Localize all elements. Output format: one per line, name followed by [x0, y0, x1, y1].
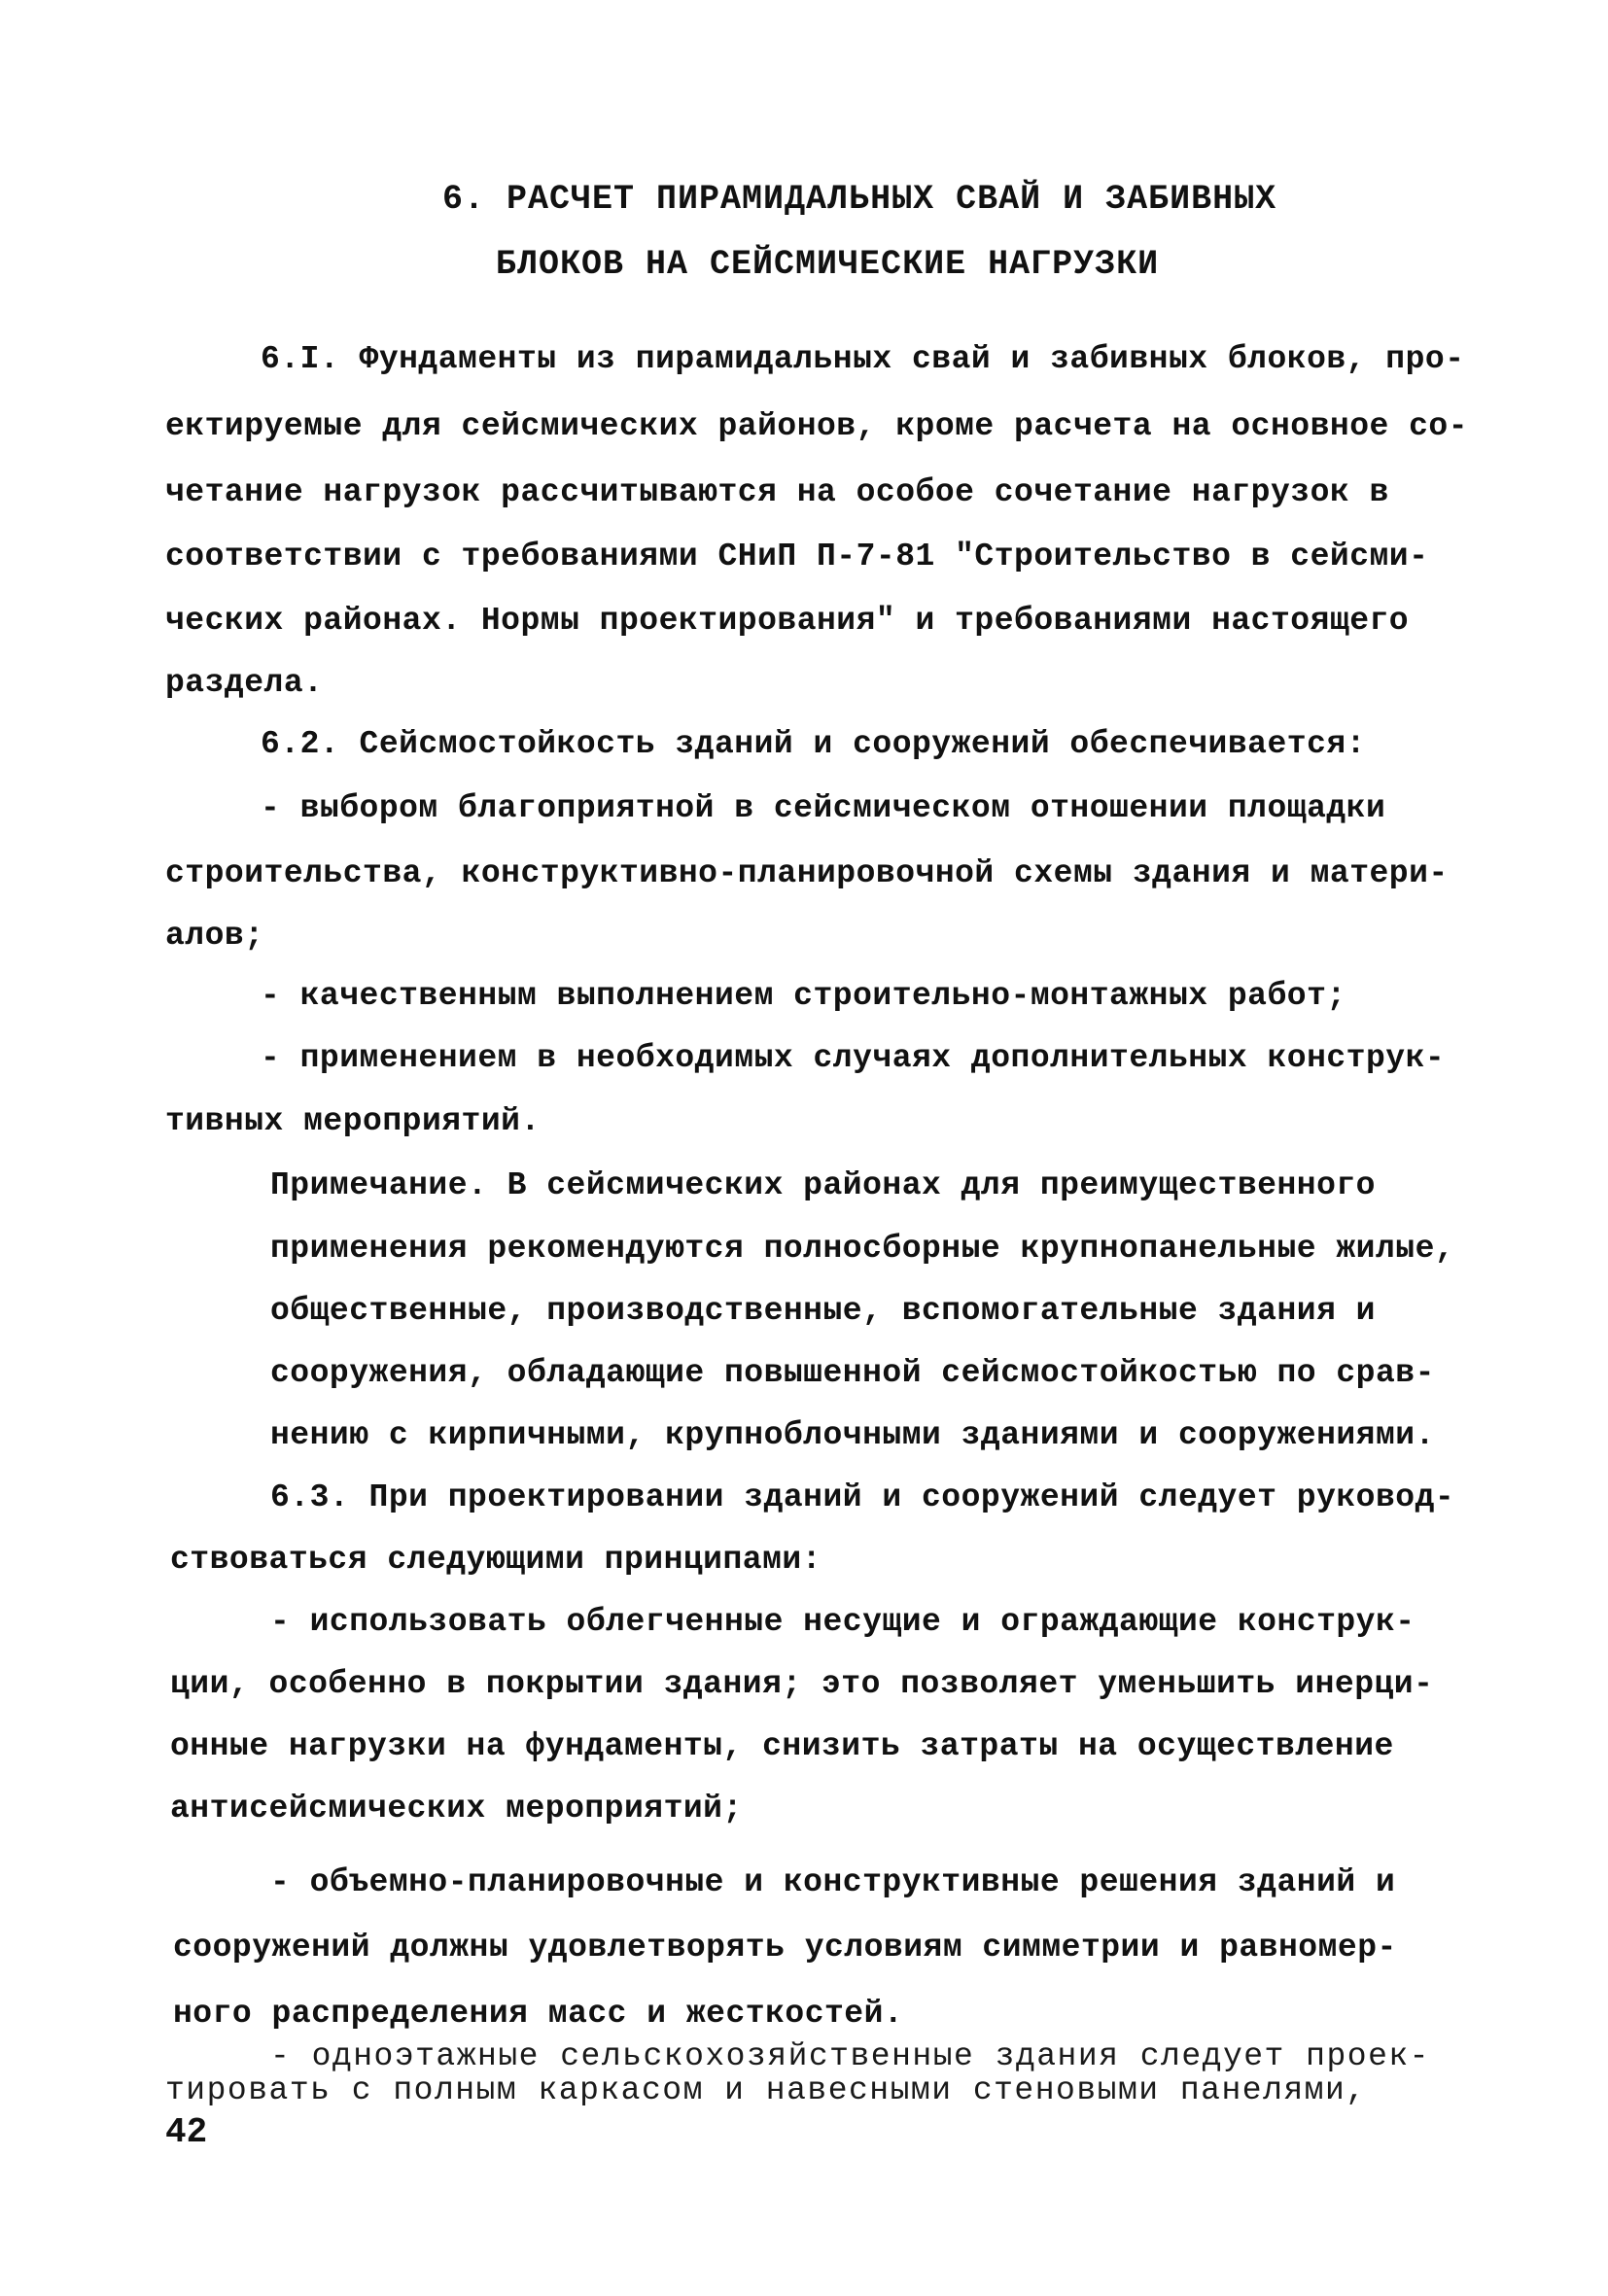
- paragraph-6-3-line-1: 6.3. При проектировании зданий и сооружений следует руковод-: [270, 1479, 1455, 1515]
- list-item-additional-measures-line-2: тивных мероприятий.: [165, 1103, 541, 1139]
- list-item-additional-measures-line-1: - применением в необходимых случаях дополнительных конструк-: [261, 1040, 1446, 1076]
- list-item-symmetry-line-3: ного распределения масс и жесткостей.: [173, 1996, 904, 2032]
- list-item-site-selection-line-3: алов;: [165, 918, 264, 954]
- note-line-1: Примечание. В сейсмических районах для преимущественного: [270, 1167, 1376, 1203]
- list-item-single-storey-line-2: тировать с полным каркасом и навесными стеновыми панелями,: [165, 2072, 1367, 2108]
- section-heading-line-2: БЛОКОВ НА СЕЙСМИЧЕСКИЕ НАГРУЗКИ: [496, 245, 1160, 284]
- paragraph-6-1-line-2: ектируемые для сейсмических районов, кроме расчета на основное со-: [165, 408, 1469, 444]
- paragraph-6-3-line-2: ствоваться следующими принципами:: [170, 1542, 822, 1578]
- section-heading-line-1: 6. РАСЧЕТ ПИРАМИДАЛЬНЫХ СВАЙ И ЗАБИВНЫХ: [442, 180, 1277, 219]
- list-item-site-selection-line-1: - выбором благоприятной в сейсмическом отношении площадки: [261, 790, 1386, 826]
- page-number: 42: [165, 2112, 208, 2152]
- list-item-symmetry-line-1: - объемно-планировочные и конструктивные решения зданий и: [270, 1864, 1396, 1900]
- list-item-lightweight-line-3: онные нагрузки на фундаменты, снизить затраты на осуществление: [170, 1728, 1394, 1764]
- paragraph-6-1-line-4: соответствии с требованиями СНиП П-7-81 "Строительство в сейсми-: [165, 539, 1429, 574]
- paragraph-6-1-line-3: четание нагрузок рассчитываются на особое сочетание нагрузок в: [165, 474, 1389, 510]
- note-line-4: сооружения, обладающие повышенной сейсмостойкостью по срав-: [270, 1355, 1435, 1391]
- paragraph-6-2-line-1: 6.2. Сейсмостойкость зданий и сооружений обеспечивается:: [261, 726, 1366, 762]
- paragraph-6-1-line-1: 6.I. Фундаменты из пирамидальных свай и забивных блоков, про-: [261, 341, 1465, 377]
- list-item-single-storey-line-1: - одноэтажные сельскохозяйственные здания следует проек-: [270, 2038, 1430, 2074]
- list-item-lightweight-line-2: ции, особенно в покрытии здания; это позволяет уменьшить инерци-: [170, 1666, 1434, 1702]
- list-item-lightweight-line-1: - использовать облегченные несущие и ограждающие конструк-: [270, 1604, 1416, 1640]
- list-item-lightweight-line-4: антисейсмических мероприятий;: [170, 1791, 743, 1826]
- list-item-symmetry-line-2: сооружений должны удовлетворять условиям симметрии и равномер-: [173, 1930, 1397, 1966]
- paragraph-6-1-line-5: ческих районах. Нормы проектирования" и требованиями настоящего: [165, 603, 1410, 639]
- note-line-3: общественные, производственные, вспомогательные здания и: [270, 1293, 1376, 1329]
- list-item-site-selection-line-2: строительства, конструктивно-планировочной схемы здания и матери-: [165, 855, 1449, 891]
- paragraph-6-1-line-6: раздела.: [165, 665, 324, 701]
- note-line-5: нению с кирпичными, крупноблочными зданиями и сооружениями.: [270, 1417, 1435, 1453]
- list-item-quality-works: - качественным выполнением строительно-монтажных работ;: [261, 978, 1346, 1014]
- note-line-2: применения рекомендуются полносборные крупнопанельные жилые,: [270, 1231, 1455, 1267]
